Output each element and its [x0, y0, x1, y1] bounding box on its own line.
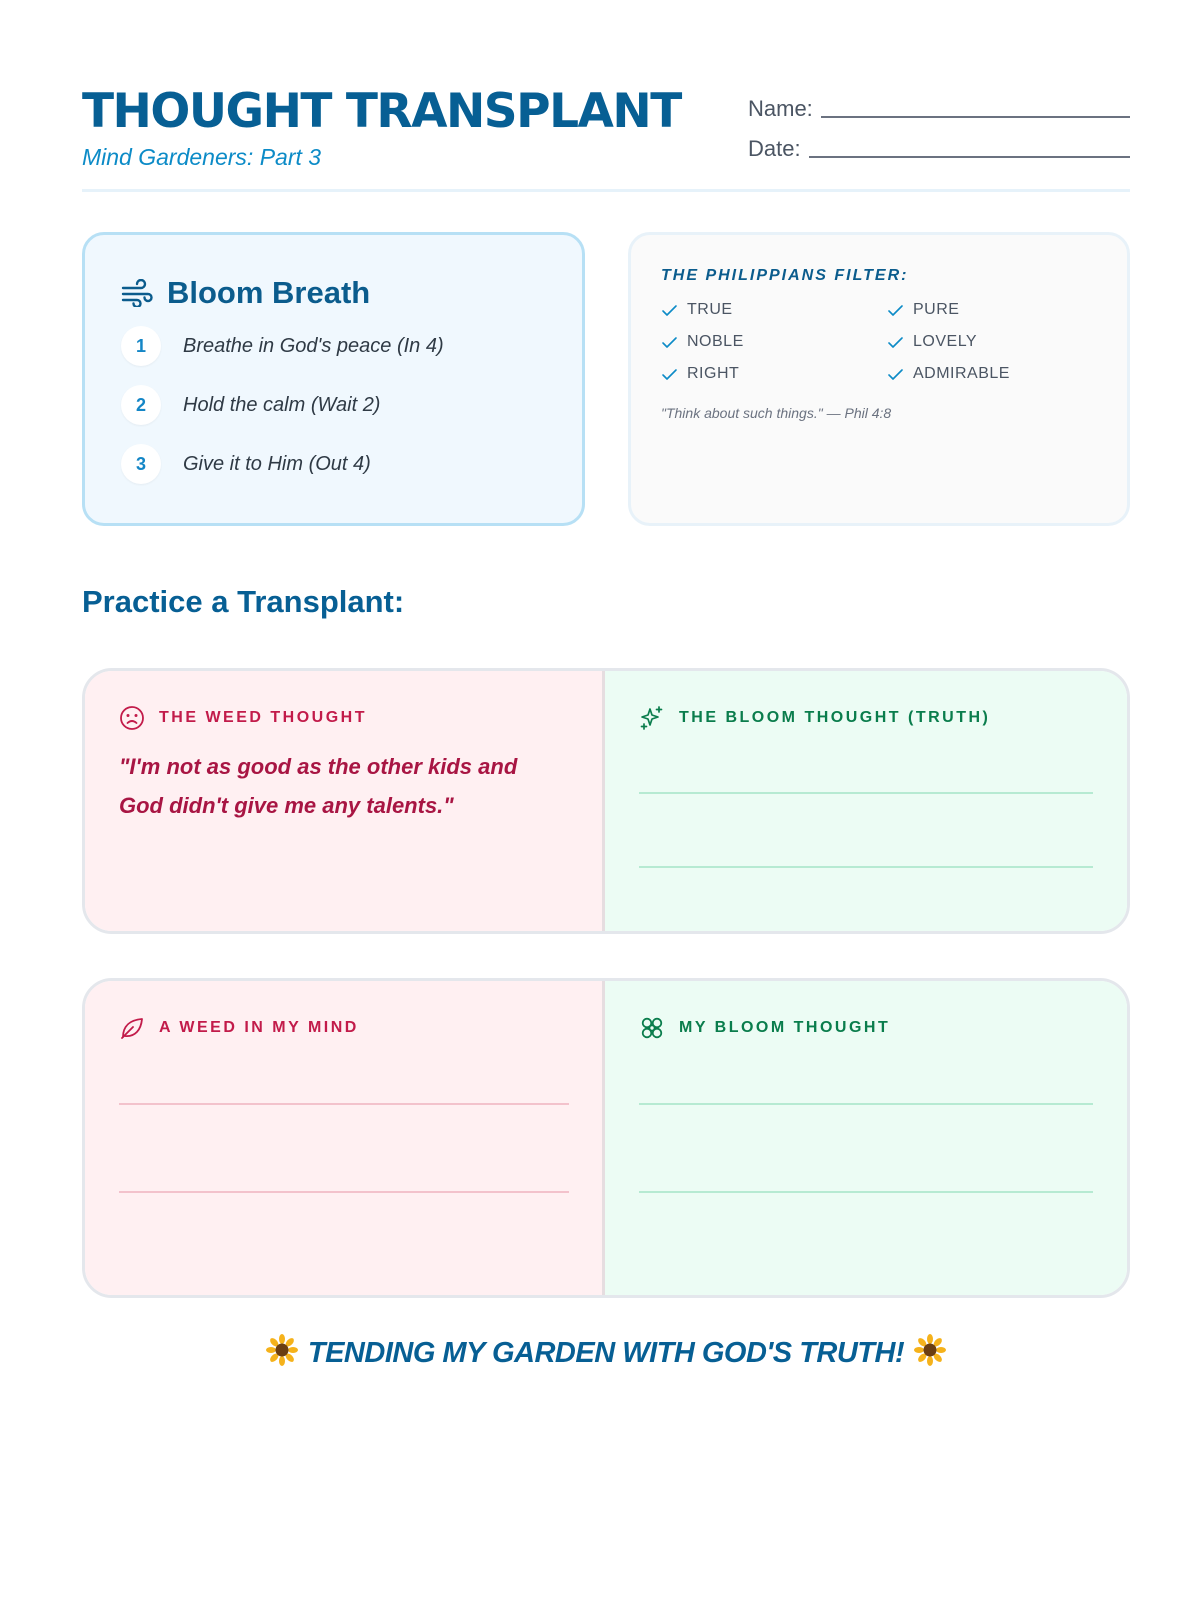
my-weed-panel — [85, 981, 605, 1295]
filter-item — [661, 365, 739, 383]
filter-item-label: NOBLE — [687, 333, 744, 350]
filter-item-label: RIGHT — [687, 365, 740, 382]
bloom-breath-title: Bloom Breath — [167, 275, 371, 310]
header — [82, 78, 1130, 192]
my-transplant — [82, 978, 1130, 1298]
check-icon — [887, 302, 904, 319]
weed-thought-label — [119, 705, 367, 731]
example-transplant — [82, 668, 1130, 934]
sparkles-icon — [639, 705, 665, 731]
step-text: Breathe in God's peace (In 4) — [183, 334, 444, 357]
wind-icon — [121, 279, 153, 307]
date-field[interactable] — [748, 122, 1130, 162]
my-bloom-title: MY BLOOM THOUGHT — [679, 1019, 891, 1036]
filter-item — [887, 365, 1010, 383]
name-label: Name: — [748, 96, 813, 121]
sunflower-icon — [914, 1334, 946, 1366]
leaf-icon — [119, 1015, 145, 1041]
step-number: 1 — [121, 326, 161, 366]
filter-item — [887, 301, 959, 319]
flower-icon — [639, 1015, 665, 1041]
date-line[interactable] — [809, 134, 1130, 158]
writing-line[interactable] — [639, 1191, 1093, 1193]
filter-title: THE PHILIPPIANS FILTER: — [661, 267, 909, 284]
step-text: Give it to Him (Out 4) — [183, 452, 371, 475]
weed-thought-panel — [85, 671, 605, 931]
name-field[interactable] — [748, 82, 1130, 122]
philippians-filter-card — [628, 232, 1130, 526]
worksheet-page — [82, 0, 1130, 1600]
bloom-thought-title: THE BLOOM THOUGHT (TRUTH) — [679, 709, 991, 726]
check-icon — [887, 334, 904, 351]
writing-line[interactable] — [119, 1103, 569, 1105]
filter-item-label: TRUE — [687, 301, 733, 318]
weed-thought-text: "I'm not as good as the other kids and God didn't give me any talents." — [119, 754, 518, 818]
my-weed-label — [119, 1015, 359, 1041]
check-icon — [661, 302, 678, 319]
writing-line[interactable] — [639, 866, 1093, 868]
filter-item-label: ADMIRABLE — [913, 365, 1010, 382]
filter-item-label: PURE — [913, 301, 960, 318]
step-number: 2 — [121, 385, 161, 425]
bloom-breath-card — [82, 232, 585, 526]
my-bloom-label — [639, 1015, 890, 1041]
bloom-thought-panel — [605, 671, 1127, 931]
bloom-thought-label — [639, 705, 990, 731]
step-number: 3 — [121, 444, 161, 484]
check-icon — [661, 366, 678, 383]
practice-heading: Practice a Transplant: — [82, 584, 405, 619]
filter-item — [887, 333, 977, 351]
filter-item — [661, 301, 733, 319]
page-subtitle: Mind Gardeners: Part 3 — [82, 144, 322, 170]
breath-step — [121, 444, 371, 484]
footer-motto — [82, 1334, 1130, 1370]
my-weed-title: A WEED IN MY MIND — [159, 1019, 359, 1036]
weed-thought-title: THE WEED THOUGHT — [159, 709, 367, 726]
writing-line[interactable] — [639, 792, 1093, 794]
frown-icon — [119, 705, 145, 731]
writing-line[interactable] — [639, 1103, 1093, 1105]
name-line[interactable] — [821, 94, 1130, 118]
bloom-breath-header — [121, 275, 370, 311]
check-icon — [661, 334, 678, 351]
page-title: THOUGHT TRANSPLANT — [82, 84, 681, 139]
check-icon — [887, 366, 904, 383]
breath-step — [121, 385, 380, 425]
filter-item-label: LOVELY — [913, 333, 978, 350]
filter-item — [661, 333, 744, 351]
writing-line[interactable] — [119, 1191, 569, 1193]
sunflower-icon — [266, 1334, 298, 1366]
breath-step — [121, 326, 444, 366]
scripture-reference: "Think about such things." — Phil 4:8 — [661, 405, 892, 421]
footer-text: TENDING MY GARDEN WITH GOD'S TRUTH! — [307, 1337, 905, 1369]
student-fields — [748, 82, 1130, 162]
my-bloom-panel — [605, 981, 1127, 1295]
date-label: Date: — [748, 136, 801, 161]
step-text: Hold the calm (Wait 2) — [183, 393, 381, 416]
